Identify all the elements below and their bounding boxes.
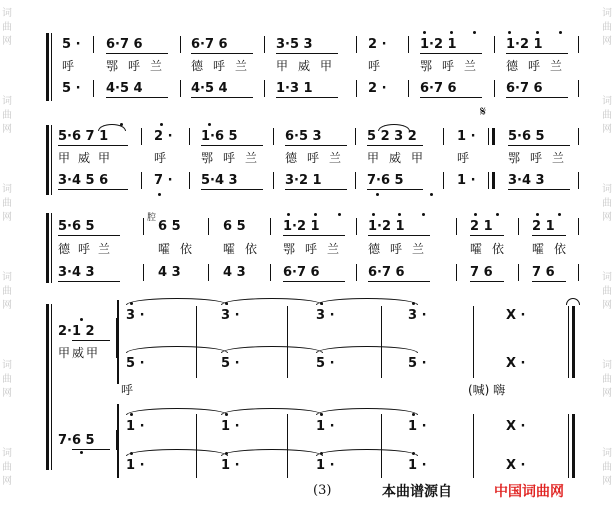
- beam-underline: [106, 97, 168, 98]
- watermark-char: 网: [602, 124, 612, 135]
- watermark-char: 网: [602, 300, 612, 311]
- tie: [221, 449, 323, 456]
- bar-line: [578, 128, 579, 145]
- system4-line: [51, 304, 52, 470]
- note-group: 1·3 1: [276, 81, 313, 96]
- watermark-char: 曲: [2, 198, 12, 209]
- note-group: 4·5 4: [191, 81, 228, 96]
- note-group: 7 6: [470, 265, 493, 280]
- source-text: 本曲谱源自: [382, 484, 452, 500]
- beam-underline: [368, 281, 430, 282]
- octave-dot: [158, 193, 161, 196]
- note-group: 2 1: [470, 219, 493, 234]
- lyric: 呼: [62, 59, 75, 73]
- bar-line: [93, 80, 94, 97]
- system4-brace: [46, 304, 49, 470]
- octave-dot: [474, 213, 477, 216]
- repeat-bar: [492, 128, 495, 145]
- lyric: 德呼兰: [58, 242, 119, 256]
- bar-line: [578, 80, 579, 97]
- bar-line: [189, 172, 190, 189]
- note-group: 4 3: [158, 265, 181, 280]
- bar-line: [208, 264, 209, 281]
- tie: [316, 298, 418, 305]
- note-group: 5 ·: [408, 356, 427, 371]
- watermark-char: 曲: [602, 110, 612, 121]
- tie: [316, 408, 418, 415]
- beam-underline: [420, 53, 482, 54]
- note-group: 4·5 4: [106, 81, 143, 96]
- beam-underline: [532, 235, 566, 236]
- octave-dot: [320, 302, 323, 305]
- beam-underline: [58, 145, 128, 146]
- beam-underline: [285, 145, 347, 146]
- octave-dot: [412, 413, 415, 416]
- system2-line: [51, 125, 52, 195]
- bar-line: [287, 306, 288, 378]
- bar-line: [408, 36, 409, 53]
- final-bar: [572, 306, 575, 378]
- octave-dot: [559, 31, 562, 34]
- note-group: 2 1: [532, 219, 555, 234]
- octave-dot: [320, 413, 323, 416]
- note-group: 5·6 7 1: [58, 129, 109, 144]
- note-group: 7 ·: [154, 173, 173, 188]
- watermark-char: 网: [2, 476, 12, 487]
- beam-underline: [276, 97, 338, 98]
- tie: [221, 346, 323, 353]
- bar-line: [273, 128, 274, 145]
- lyric: 甲威甲: [276, 59, 343, 73]
- beam-underline: [201, 145, 263, 146]
- note-group: 1 ·: [408, 419, 427, 434]
- octave-dot: [412, 452, 415, 455]
- lyric: 鄂呼兰: [106, 59, 173, 73]
- beam-underline: [72, 340, 110, 341]
- octave-dot: [225, 413, 228, 416]
- bar-line: [141, 128, 142, 145]
- beam-underline: [285, 189, 347, 190]
- note-group: 5 ·: [62, 37, 81, 52]
- slur: [378, 124, 410, 131]
- beam-underline: [58, 189, 128, 190]
- watermark-char: 词: [602, 96, 612, 107]
- lyric: 鄂呼兰: [283, 242, 350, 256]
- bar-line: [518, 218, 519, 235]
- beam-underline: [283, 281, 345, 282]
- octave-dot: [80, 451, 83, 454]
- bar-line: [473, 306, 474, 378]
- beam-underline: [368, 235, 430, 236]
- note-group: 1 ·: [408, 458, 427, 473]
- beam-underline: [276, 53, 338, 54]
- note-group: 7·6 5: [58, 433, 95, 448]
- bar-line: [270, 264, 271, 281]
- bar-line: [196, 306, 197, 378]
- note-group: 3 ·: [316, 308, 335, 323]
- watermark-char: 网: [2, 124, 12, 135]
- final-bar: [568, 306, 569, 378]
- beam-underline: [367, 145, 423, 146]
- octave-dot: [450, 31, 453, 34]
- note-group: 7·6 5: [367, 173, 404, 188]
- bar-line: [408, 80, 409, 97]
- tie: [126, 449, 228, 456]
- note-group: 1·6 5: [201, 129, 238, 144]
- bar-line: [180, 80, 181, 97]
- watermark-char: 词: [2, 8, 12, 19]
- beam-underline: [58, 281, 120, 282]
- bar-line: [356, 80, 357, 97]
- octave-dot: [338, 213, 341, 216]
- lyric: 鄂呼兰: [201, 151, 268, 165]
- note-group: 3 ·: [221, 308, 240, 323]
- note-group: 1 ·: [457, 129, 476, 144]
- note-group: 1 ·: [316, 419, 335, 434]
- watermark-char: 词: [2, 448, 12, 459]
- tie: [316, 449, 418, 456]
- watermark-char: 曲: [602, 374, 612, 385]
- octave-dot: [558, 213, 561, 216]
- lyric: 甲威甲: [58, 346, 101, 360]
- watermark-char: 曲: [602, 198, 612, 209]
- bar-line: [473, 414, 474, 478]
- octave-dot: [536, 31, 539, 34]
- bar-line: [518, 264, 519, 281]
- tie: [126, 298, 228, 305]
- octave-dot: [120, 123, 123, 126]
- lyric: 甲威甲: [367, 151, 434, 165]
- beam-underline: [191, 97, 253, 98]
- bar-line: [208, 218, 209, 235]
- octave-dot: [208, 123, 211, 126]
- lyric: 嚯依: [532, 242, 577, 256]
- watermark-char: 网: [602, 212, 612, 223]
- lyric: 呼: [368, 59, 381, 73]
- octave-dot: [130, 302, 133, 305]
- lyric: 呼: [457, 151, 470, 165]
- bar-line: [93, 36, 94, 53]
- note-group: 5 ·: [316, 356, 335, 371]
- bar-line: [578, 218, 579, 235]
- bar-line: [356, 264, 357, 281]
- page-number: (3): [313, 483, 332, 498]
- note-group: X ·: [506, 419, 526, 434]
- bar-line: [355, 172, 356, 189]
- watermark-char: 网: [602, 388, 612, 399]
- beam-underline: [191, 53, 253, 54]
- note-group: 6·7 6: [420, 81, 457, 96]
- bar-line: [116, 318, 117, 358]
- octave-dot: [130, 452, 133, 455]
- note-group: 1 ·: [457, 173, 476, 188]
- beam-underline: [508, 189, 570, 190]
- bar-line: [494, 80, 495, 97]
- note-group: 2·1 2: [58, 324, 95, 339]
- note-group: 3·5 3: [276, 37, 313, 52]
- bar-line: [180, 36, 181, 53]
- note-group: 1·2 1: [506, 37, 543, 52]
- lyric: 呼: [154, 151, 167, 165]
- note-group: 1 ·: [221, 419, 240, 434]
- watermark-char: 词: [2, 184, 12, 195]
- lyric: 德呼兰: [285, 151, 352, 165]
- beam-underline: [470, 235, 504, 236]
- note-group: 1 ·: [221, 458, 240, 473]
- beam-underline: [506, 53, 568, 54]
- note-group: 5 ·: [221, 356, 240, 371]
- octave-dot: [314, 213, 317, 216]
- final-bar: [572, 414, 575, 478]
- octave-dot: [430, 193, 433, 196]
- beam-underline: [201, 189, 263, 190]
- note-group: 1 ·: [126, 419, 145, 434]
- octave-dot: [80, 318, 83, 321]
- bar-line: [264, 80, 265, 97]
- watermark-char: 曲: [602, 462, 612, 473]
- lyric: 德呼兰: [191, 59, 258, 73]
- watermark-char: 曲: [2, 374, 12, 385]
- bar-line: [270, 218, 271, 235]
- bar-line: [456, 264, 457, 281]
- bar-line: [578, 172, 579, 189]
- beam-underline: [470, 281, 504, 282]
- beam-underline: [367, 189, 423, 190]
- choir-brace: [117, 300, 119, 384]
- system1-line: [51, 33, 52, 101]
- system1-brace: [46, 33, 49, 101]
- watermark-left: [0, 0, 14, 528]
- bar-line: [443, 128, 444, 145]
- shout-text: (喊) 嗨: [468, 383, 506, 397]
- bar-line: [356, 36, 357, 53]
- bar-line: [443, 172, 444, 189]
- bar-line: [273, 172, 274, 189]
- beam-underline: [532, 281, 566, 282]
- bar-line: [264, 36, 265, 53]
- octave-dot: [422, 213, 425, 216]
- watermark-char: 曲: [2, 462, 12, 473]
- note-group: 2 ·: [154, 129, 173, 144]
- breath-mark: 腔: [147, 213, 157, 223]
- bar-line: [143, 264, 144, 281]
- lyric: 呼: [121, 383, 134, 397]
- tie: [126, 408, 228, 415]
- bar-line: [381, 306, 382, 378]
- repeat-bar: [492, 172, 495, 189]
- watermark-char: 网: [602, 36, 612, 47]
- note-group: 1·2 1: [368, 219, 405, 234]
- lyric: 嚯依: [158, 242, 203, 256]
- lyric: 甲威甲: [58, 151, 119, 165]
- watermark-char: 词: [602, 184, 612, 195]
- octave-dot: [320, 452, 323, 455]
- note-group: 6·5 3: [285, 129, 322, 144]
- note-group: 6·7 6: [283, 265, 320, 280]
- beam-underline: [106, 53, 168, 54]
- note-group: 1 ·: [126, 458, 145, 473]
- octave-dot: [130, 413, 133, 416]
- watermark-char: 词: [602, 272, 612, 283]
- note-group: 5 2 3 2: [367, 129, 417, 144]
- choir-brace: [117, 404, 119, 478]
- watermark-char: 网: [2, 36, 12, 47]
- note-group: 3·4 5 6: [58, 173, 109, 188]
- watermark-char: 网: [2, 212, 12, 223]
- note-group: X ·: [506, 308, 526, 323]
- note-group: 3·4 3: [508, 173, 545, 188]
- octave-dot: [287, 213, 290, 216]
- fermata: [566, 298, 580, 305]
- beam-underline: [506, 97, 568, 98]
- bar-line: [578, 36, 579, 53]
- watermark-char: 曲: [602, 286, 612, 297]
- note-group: 1·2 1: [283, 219, 320, 234]
- watermark-char: 曲: [2, 110, 12, 121]
- bar-line: [578, 264, 579, 281]
- lyric: 嚯依: [223, 242, 268, 256]
- bar-line: [141, 172, 142, 189]
- lyric: 嚯依: [470, 242, 515, 256]
- watermark-char: 网: [2, 388, 12, 399]
- octave-dot: [473, 31, 476, 34]
- note-group: 5 ·: [126, 356, 145, 371]
- watermark-char: 词: [602, 8, 612, 19]
- tie: [316, 346, 418, 353]
- note-group: 5·6 5: [58, 219, 95, 234]
- watermark-char: 曲: [2, 286, 12, 297]
- repeat-bar: [488, 172, 489, 189]
- bar-line: [143, 218, 144, 235]
- beam-underline: [58, 235, 120, 236]
- watermark-char: 词: [2, 272, 12, 283]
- watermark-char: 网: [2, 300, 12, 311]
- note-group: 6 5: [223, 219, 246, 234]
- note-group: 7 6: [532, 265, 555, 280]
- bar-line: [355, 128, 356, 145]
- octave-dot: [225, 302, 228, 305]
- beam-underline: [420, 97, 482, 98]
- watermark-char: 曲: [2, 22, 12, 33]
- octave-dot: [225, 452, 228, 455]
- octave-dot: [160, 123, 163, 126]
- octave-dot: [496, 213, 499, 216]
- note-group: X ·: [506, 356, 526, 371]
- watermark-char: 词: [602, 360, 612, 371]
- watermark-char: 词: [602, 448, 612, 459]
- watermark-right: [600, 0, 614, 528]
- octave-dot: [376, 193, 379, 196]
- note-group: 3 ·: [408, 308, 427, 323]
- system2-brace: [46, 125, 49, 195]
- bar-line: [356, 218, 357, 235]
- octave-dot: [372, 213, 375, 216]
- note-group: 6·7 6: [368, 265, 405, 280]
- bar-line: [196, 414, 197, 478]
- octave-dot: [412, 302, 415, 305]
- lyric: 德呼兰: [368, 242, 435, 256]
- octave-dot: [398, 213, 401, 216]
- note-group: 2 ·: [368, 37, 387, 52]
- bar-line: [381, 414, 382, 478]
- bar-line: [116, 430, 117, 450]
- note-group: 3·4 3: [58, 265, 95, 280]
- system3-brace: [46, 213, 49, 283]
- note-group: 6·7 6: [106, 37, 143, 52]
- bar-line: [456, 218, 457, 235]
- system3-line: [51, 213, 52, 283]
- note-group: 5·6 5: [508, 129, 545, 144]
- beam-underline: [508, 145, 570, 146]
- final-bar: [568, 414, 569, 478]
- watermark-char: 词: [2, 360, 12, 371]
- bar-line: [189, 128, 190, 145]
- note-group: 1·2 1: [420, 37, 457, 52]
- note-group: 1 ·: [316, 458, 335, 473]
- note-group: 6·7 6: [506, 81, 543, 96]
- note-group: 2 ·: [368, 81, 387, 96]
- watermark-char: 曲: [602, 22, 612, 33]
- repeat-bar: [488, 128, 489, 145]
- bar-line: [494, 36, 495, 53]
- beam-underline: [283, 235, 345, 236]
- tie: [221, 298, 323, 305]
- tie: [126, 346, 228, 353]
- lyric: 德呼兰: [506, 59, 573, 73]
- note-group: 3 ·: [126, 308, 145, 323]
- watermark-char: 词: [2, 96, 12, 107]
- note-group: 6·7 6: [191, 37, 228, 52]
- note-group: 5 ·: [62, 81, 81, 96]
- watermark-char: 网: [602, 476, 612, 487]
- note-group: 3·2 1: [285, 173, 322, 188]
- note-group: 5·4 3: [201, 173, 238, 188]
- octave-dot: [423, 31, 426, 34]
- note-group: 6 5: [158, 219, 181, 234]
- note-group: X ·: [506, 458, 526, 473]
- octave-dot: [508, 31, 511, 34]
- lyric: 鄂呼兰: [508, 151, 575, 165]
- lyric: 鄂呼兰: [420, 59, 487, 73]
- brand-link[interactable]: 中国词曲网: [494, 484, 564, 500]
- note-group: 4 3: [223, 265, 246, 280]
- segno-sign: 𝄋: [480, 104, 487, 120]
- bar-line: [287, 414, 288, 478]
- beam-underline: [72, 449, 110, 450]
- octave-dot: [536, 213, 539, 216]
- tie: [221, 408, 323, 415]
